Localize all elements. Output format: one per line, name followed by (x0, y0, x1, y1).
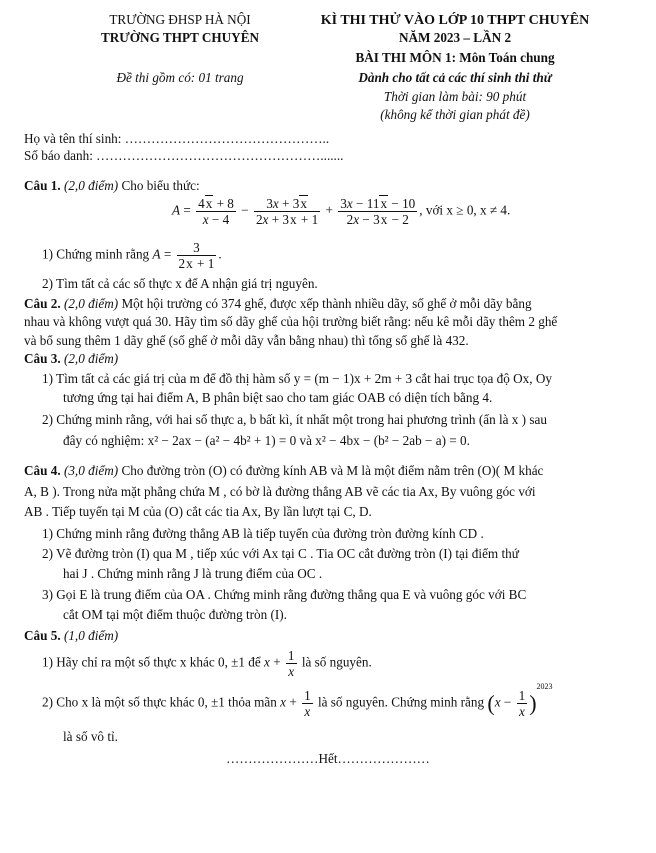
duration: Thời gian làm bài: 90 phút (383, 89, 527, 104)
q4-text-1: Cho đường tròn (O) có đường kính AB và M là một điểm nằm trên (O)( M khác (121, 463, 544, 478)
q5-part2: 2) Cho x là một số thực khác 0, ±1 thỏa mãn x + $\frac{1}{x}$ là số nguyên. Chứng minh rằng (x − $\frac{1}{x}$ )$^{2023}$ (42, 682, 553, 720)
q3-part1a: 1) Tìm tất cả các giá trị của m để đồ thị hàm số y = (m − 1)x + 2m + 3 cắt hai trục tọa độ Ox, Oy (42, 371, 552, 386)
q4-part3b: cắt OM tại một điểm thuộc đường tròn (I). (63, 607, 287, 622)
q3-part1b: tương ứng tại hai điểm A, B phân biệt sao cho tam giác OAB có diện tích bằng 4. (63, 390, 493, 405)
q4-part1: 1) Chứng minh rằng đường thẳng AB là tiếp tuyến của đường tròn đường kính CD . (42, 526, 484, 541)
q5-exponent: 2023 (536, 682, 553, 692)
q5-label: Câu 5. (24, 628, 61, 643)
q5-part2-mid: là số nguyên. Chứng minh rằng (314, 694, 488, 710)
candidate-id-field: Số báo danh: ……………………………………………....... (24, 148, 344, 163)
candidate-name-field: Họ và tên thí sinh: ……………………………………….. (24, 131, 330, 146)
exam-year: NĂM 2023 – LẦN 2 (398, 30, 512, 45)
q1-part2: 2) Tìm tất cả các số thực x để A nhận giá trị nguyên. (42, 276, 318, 291)
q5-part2-tail: là số vô tỉ. (63, 729, 118, 744)
q2-line2: nhau và không vượt quá 30. Hãy tìm số dãy ghế của hội trường biết rằng: nếu kê mỗi dãy thêm 2 ghế (24, 314, 558, 329)
q5-part1-text: 1) Hãy chỉ ra một số thực x khác 0, ±1 để (42, 654, 265, 670)
end-marker: …………………Hết………………… (226, 751, 430, 766)
q2-line3: và bổ sung thêm 1 dãy ghế (số ghế ở mỗi dãy vẫn bằng nhau) thì tổng số ghế là 432. (24, 333, 469, 348)
q1-points: (2,0 điểm) (63, 178, 119, 193)
school-name-2: TRƯỜNG THPT CHUYÊN (100, 30, 260, 45)
q4-points: (3,0 điểm) (63, 463, 119, 478)
q3-heading (24, 351, 118, 368)
q3-points: (2,0 điểm) (63, 351, 119, 366)
q4-part2b: hai J . Chứng minh rằng J là trung điểm của OC . (63, 566, 323, 581)
q1-part1: 1) Chứng minh rằng A = $\frac{3}{2x + 1}$ . (42, 240, 222, 272)
duration-note: (không kể thời gian phát đề) (380, 107, 530, 122)
q5-part2-text: 2) Cho x là một số thực khác 0, ±1 thỏa mãn (42, 694, 281, 710)
q4-line2: A, B ). Trong nửa mặt phẳng chứa M , có bờ là đường thẳng AB vẽ các tia Ax, By vuông góc với (24, 484, 536, 499)
q4-part2a: 2) Vẽ đường tròn (I) qua M , tiếp xúc với Ax tại C . Tia OC cắt đường tròn (I) tại điểm thứ (42, 546, 519, 561)
q4-line1 (24, 463, 543, 480)
school-name-1: TRƯỜNG ĐHSP HÀ NỘI (109, 12, 251, 27)
q1-heading (24, 178, 200, 195)
q5-points: (1,0 điểm) (63, 628, 119, 643)
q4-line3: AB . Tiếp tuyến tại M của (O) cắt các tia Ax, By lần lượt tại C, D. (24, 504, 372, 519)
pages-note: Đề thi gồm có: 01 trang (116, 70, 244, 85)
q2-points: (2,0 điểm) (63, 296, 119, 311)
q1-condition: , với x ≥ 0, x ≠ 4. (419, 202, 511, 218)
q3-part2b: đây có nghiệm: x² − 2ax − (a² − 4b² + 1) = 0 và x² − 4bx − (b² − 2ab − a) = 0. (63, 433, 470, 448)
q1-part1-text: 1) Chứng minh rằng (42, 246, 153, 262)
q4-part3a: 3) Gọi E là trung điểm của OA . Chứng minh rằng đường thẳng qua E và vuông góc với BC (42, 587, 527, 602)
q3-part2a: 2) Chứng minh rằng, với hai số thực a, b bất kì, ít nhất một trong hai phương trình (ẩn là x ) sau (42, 412, 547, 427)
q1-expression: A = $\frac{4x + 8}{x - 4}$ − $\frac{3x + 3x}{2x + 3x + 1}$ + $\frac{3x - 11x - 10}{2x - 3x - 2}$ , với x ≥ 0, x ≠ 4. (172, 196, 511, 228)
q2-label: Câu 2. (24, 296, 61, 311)
q1-intro: Cho biểu thức: (121, 178, 200, 193)
audience-note: Dành cho tất cả các thí sinh thi thử (358, 70, 552, 85)
exam-title: KÌ THI THỬ VÀO LỚP 10 THPT CHUYÊN (320, 13, 590, 28)
q5-heading (24, 628, 118, 645)
q2-line1 (24, 296, 532, 313)
q2-text-1: Một hội trường có 374 ghế, được xếp thành nhiều dãy, số ghế ở mỗi dãy bằng (121, 296, 532, 311)
exam-subject: BÀI THI MÔN 1: Môn Toán chung (355, 50, 555, 65)
q3-label: Câu 3. (24, 351, 61, 366)
q1-label: Câu 1. (24, 178, 61, 193)
q5-part1-suffix: là số nguyên. (298, 654, 372, 670)
q4-label: Câu 4. (24, 463, 61, 478)
q5-part1: 1) Hãy chỉ ra một số thực x khác 0, ±1 để x + $\frac{1}{x}$ là số nguyên. (42, 648, 372, 680)
